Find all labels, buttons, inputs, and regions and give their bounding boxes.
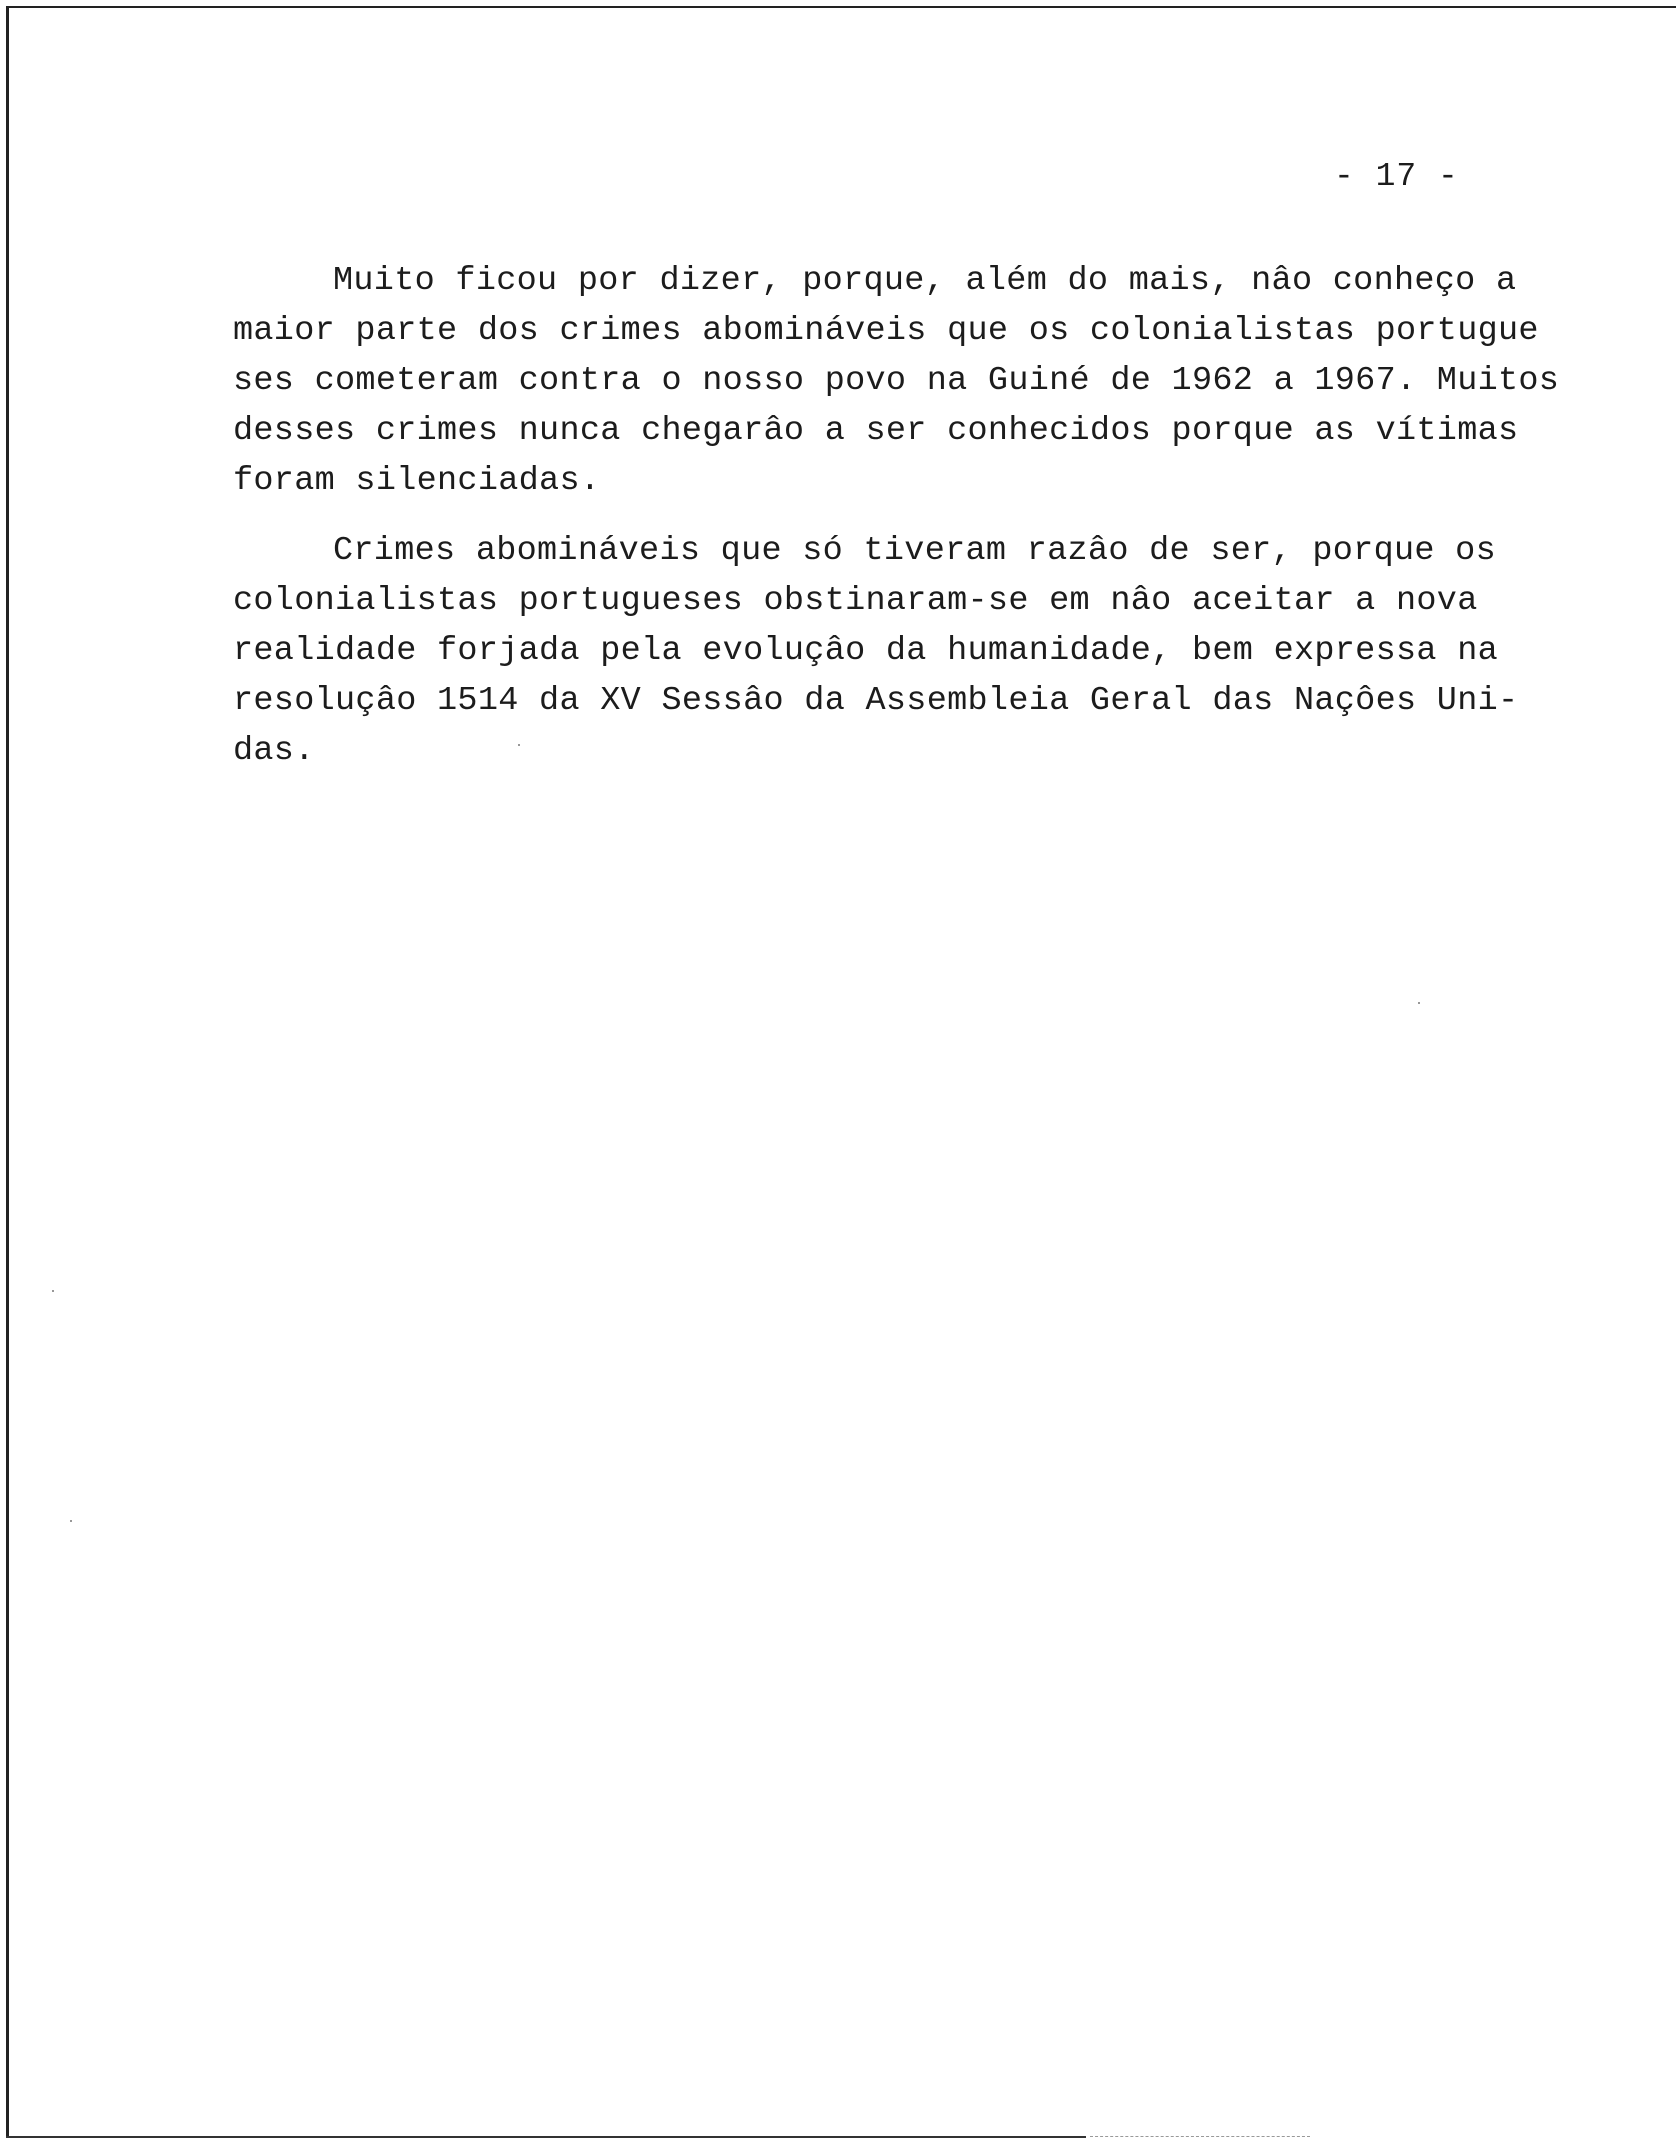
scan-speck [518, 744, 520, 746]
page-border-bottom-faint [1090, 2136, 1310, 2137]
scan-speck [70, 1520, 72, 1522]
page-number: - 17 - [1334, 158, 1459, 195]
paragraph-2-line-1: Crimes abomináveis que só tiveram razâo de ser, porque os [333, 532, 1496, 570]
paragraph-2-line-5: das. [233, 732, 315, 770]
paragraph-2-line-2: colonialistas portugueses obstinaram-se em nâo aceitar a nova [233, 582, 1478, 620]
page-border-top [6, 6, 1676, 8]
page-border-left [6, 6, 9, 2138]
paragraph-1-line-1: Muito ficou por dizer, porque, além do mais, nâo conheço a [333, 262, 1517, 300]
paragraph-2-line-4: resoluçâo 1514 da XV Sessâo da Assembleia Geral das Naçôes Uni- [233, 682, 1519, 720]
paragraph-1-line-2: maior parte dos crimes abomináveis que os colonialistas portugue [233, 312, 1539, 350]
scan-speck [52, 1290, 54, 1292]
paragraph-2-line-3: realidade forjada pela evoluçâo da humanidade, bem expressa na [233, 632, 1499, 670]
paragraph-1-line-4: desses crimes nunca chegarâo a ser conhecidos porque as vítimas [233, 412, 1519, 450]
page-border-bottom [6, 2136, 1086, 2138]
scan-speck [1418, 1002, 1420, 1004]
paragraph-1-line-5: foram silenciadas. [233, 462, 601, 500]
paragraph-1-line-3: ses cometeram contra o nosso povo na Guiné de 1962 a 1967. Muitos [233, 362, 1560, 400]
